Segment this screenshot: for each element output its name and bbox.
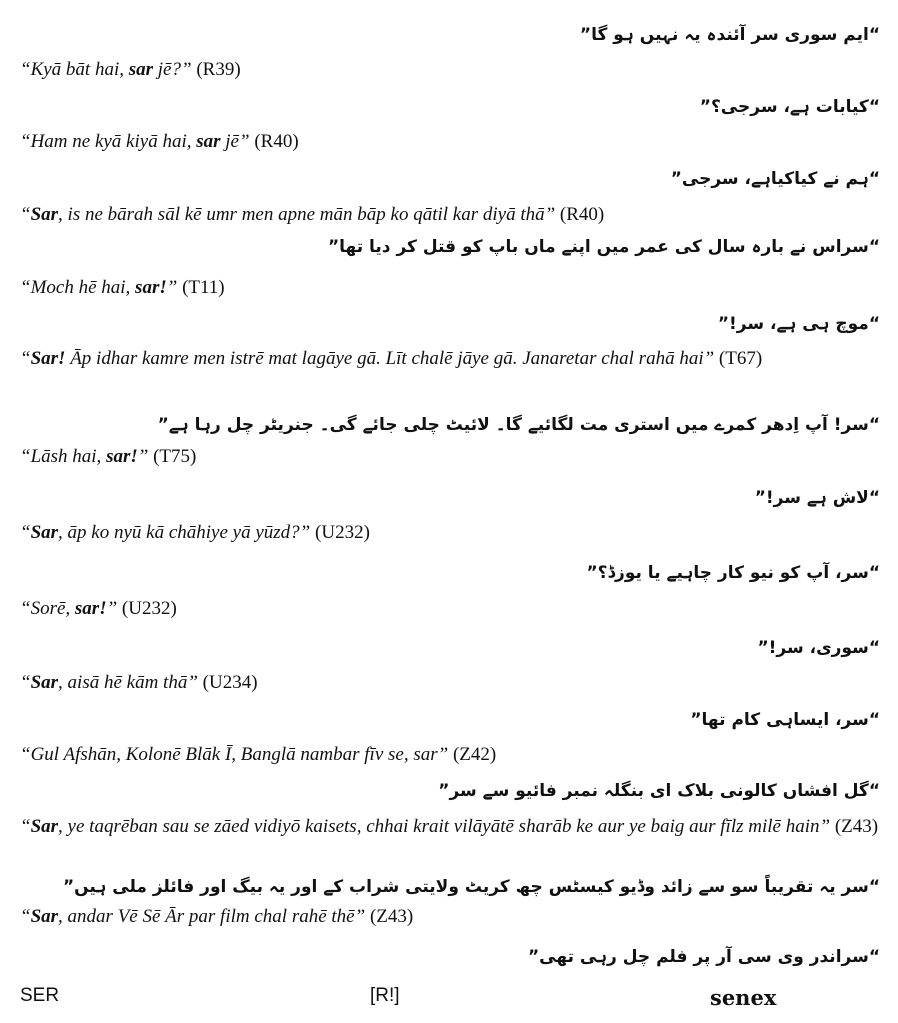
quote-text: ”	[106, 598, 118, 619]
source-ref: (R40)	[249, 131, 299, 152]
source-ref: (T75)	[148, 446, 197, 467]
quote-text: ”	[166, 277, 178, 298]
sar-term: Sar	[30, 906, 59, 927]
quote-text: “Kyā bāt hai,	[20, 59, 129, 80]
transliteration-line	[20, 672, 880, 694]
sar-term: Sar	[30, 672, 59, 693]
quote-text: , āp ko nyū kā chāhiye yā yūzd?”	[58, 522, 311, 543]
quote-text: “Sorē,	[20, 598, 75, 619]
sar-term: sar	[196, 131, 221, 152]
quote-text: sar”	[413, 744, 449, 765]
source-ref: (U232)	[117, 598, 177, 619]
sar-term: Sar	[30, 816, 59, 837]
sar-term: sar!	[106, 446, 138, 467]
quote-text: “	[20, 348, 31, 369]
transliteration-line	[20, 598, 880, 620]
urdu-quote: “موچ ہی ہے، سر!”	[717, 314, 880, 334]
urdu-quote: “سراندر وی سی آر پر فلم چل رہی تھی”	[527, 947, 880, 967]
transliteration-line	[20, 347, 880, 370]
source-ref: (Z42)	[448, 744, 497, 765]
transliteration-line	[20, 744, 880, 766]
transliteration-line	[20, 446, 880, 468]
source-ref: (Z43)	[365, 906, 414, 927]
sar-term: sar!	[74, 598, 107, 619]
transliteration-line	[20, 815, 880, 838]
transliteration-line	[20, 59, 880, 81]
transliteration-line	[20, 277, 880, 299]
quote-text: , aisā hē kām thā”	[58, 672, 198, 693]
quote-text: Āp idhar kamre men istrē mat lagāye gā. Līt chalē jāye gā. Janaretar chal rahā hai”	[65, 348, 715, 369]
source-ref: (Z43)	[830, 816, 879, 837]
urdu-quote: “ایم سوری سر آئندہ یہ نہیں ہو گا”	[579, 25, 880, 45]
urdu-quote: “سر! آپ اِدھر کمرے میں استری مت لگائیے گا۔ لائیٹ چلی جائے گی۔ جنریٹر چل رہا ہے”	[157, 415, 880, 435]
quote-text: jē?”	[153, 59, 192, 80]
urdu-quote: “سر، ایساہی کام تھا”	[690, 710, 880, 730]
sar-term: Sar	[30, 204, 59, 225]
quote-text: , andar Vē Sē Ār par film chal rahē thē”	[58, 906, 366, 927]
transliteration-line	[20, 906, 880, 928]
source-ref: (T67)	[714, 348, 763, 369]
quote-text: “	[20, 204, 31, 225]
quote-text: , is ne bārah sāl kē umr men apne mān bāp ko qātil kar diyā thā”	[58, 204, 556, 225]
source-ref: (T11)	[177, 277, 225, 298]
quote-text: “Moch hē hai,	[20, 277, 136, 298]
source-ref: (R40)	[555, 204, 605, 225]
quote-text: “	[20, 816, 31, 837]
quote-text: , ye taqrēban sau se zāed vidiyō kaisets, chhai krait vilāyātē sharāb ke aur ye baig aur fīlz milē hain”	[58, 816, 831, 837]
quote-text: ”	[137, 446, 149, 467]
source-ref: (U234)	[197, 672, 258, 693]
quote-text: “	[20, 906, 31, 927]
urdu-quote: “ہم نے کیاکیاہے، سرجی”	[670, 169, 880, 189]
page-footer	[20, 985, 878, 1011]
urdu-quote: “سر یہ تقریباً سو سے زائد وڈیو کیسٹس چھ کریٹ ولایتی شراب کے اور یہ بیگ اور فائلز ملی ہیں”	[62, 877, 880, 897]
source-ref: (U232)	[310, 522, 370, 543]
sar-term: sar	[128, 59, 154, 80]
footer-left-label: SER	[20, 985, 60, 1006]
quote-text: “Ham ne kyā kiyā hai,	[20, 131, 197, 152]
urdu-quote: “سر، آپ کو نیو کار چاہیے یا یوزڈ؟”	[586, 563, 880, 583]
urdu-quote: “لاش ہے سر!”	[754, 488, 880, 508]
sar-term: Sar	[30, 522, 59, 543]
urdu-quote: “کیابات ہے، سرجی؟”	[699, 97, 880, 117]
transliteration-line	[20, 131, 880, 153]
quote-text: “	[20, 672, 31, 693]
quote-text: jē”	[220, 131, 250, 152]
sar-term: Sar!	[30, 348, 66, 369]
sar-term: sar!	[135, 277, 167, 298]
source-ref: (R39)	[191, 59, 241, 80]
urdu-quote: “گل افشاں کالونی بلاک ای بنگلہ نمبر فائیو سے سر”	[438, 781, 880, 801]
quote-text: “Lāsh hai,	[20, 446, 107, 467]
transliteration-line	[20, 522, 880, 544]
footer-right-label: senex	[710, 985, 777, 1010]
footer-middle-label: [R!]	[370, 985, 400, 1006]
quote-text: “	[20, 522, 31, 543]
quote-text: “Gul Afshān, Kolonē Blāk Ī, Banglā nambar fīv se,	[20, 744, 414, 765]
urdu-quote: “سوری، سر!”	[757, 638, 880, 658]
urdu-quote: “سراس نے بارہ سال کی عمر میں اپنے ماں باپ کو قتل کر دیا تھا”	[327, 237, 880, 257]
transliteration-line	[20, 204, 880, 226]
